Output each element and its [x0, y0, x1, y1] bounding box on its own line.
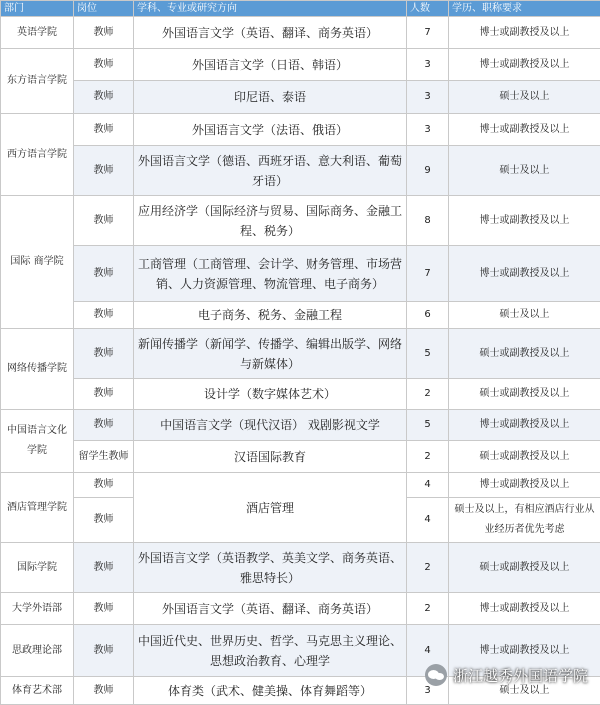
position-cell: 教师: [74, 17, 134, 49]
count-cell: 3: [407, 81, 449, 114]
department-cell: 英语学院: [1, 17, 74, 49]
requirement-cell: 硕士或副教授及以上: [449, 441, 600, 473]
table-row: [1, 146, 600, 196]
requirement-cell: 博士或副教授及以上: [449, 17, 600, 49]
requirement-cell: 博士或副教授及以上: [449, 246, 600, 302]
requirement-cell: 博士或副教授及以上: [449, 196, 600, 246]
position-cell: 教师: [74, 246, 134, 302]
department-cell: 大学外语部: [1, 593, 74, 625]
header-subject: 学科、专业或研究方向: [134, 1, 407, 17]
table-row: [1, 441, 600, 473]
requirement-cell: 博士或副教授及以上: [449, 593, 600, 625]
subject-cell: 体育类（武术、健美操、体育舞蹈等）: [134, 677, 407, 705]
count-cell: 5: [407, 410, 449, 441]
position-cell: 教师: [74, 593, 134, 625]
department-cell: 东方语言学院: [1, 49, 74, 114]
position-cell: 教师: [74, 302, 134, 329]
requirement-cell: 硕士或副教授及以上: [449, 329, 600, 379]
subject-cell: 外国语言文学（法语、俄语）: [134, 114, 407, 146]
position-cell: 教师: [74, 379, 134, 410]
table-row: [1, 302, 600, 329]
table-row: [1, 593, 600, 625]
position-cell: 教师: [74, 49, 134, 81]
department-cell: 西方语言学院: [1, 114, 74, 196]
count-cell: 3: [407, 677, 449, 705]
position-cell: 教师: [74, 473, 134, 498]
requirement-cell: 硕士及以上: [449, 146, 600, 196]
position-cell: 教师: [74, 146, 134, 196]
header-department: 部门: [1, 1, 74, 17]
table-header-row: [1, 1, 600, 17]
requirement-cell: 博士或副教授及以上: [449, 49, 600, 81]
table-row: [1, 379, 600, 410]
subject-cell: 印尼语、泰语: [134, 81, 407, 114]
table-row: [1, 246, 600, 302]
department-cell: 网络传播学院: [1, 329, 74, 410]
subject-cell: 电子商务、税务、金融工程: [134, 302, 407, 329]
count-cell: 7: [407, 246, 449, 302]
count-cell: 2: [407, 593, 449, 625]
header-position: 岗位: [74, 1, 134, 17]
requirement-cell: 硕士及以上: [449, 677, 600, 705]
table-row: [1, 114, 600, 146]
count-cell: 9: [407, 146, 449, 196]
count-cell: 7: [407, 17, 449, 49]
subject-cell: 外国语言文学（英语、翻译、商务英语）: [134, 593, 407, 625]
count-cell: 3: [407, 114, 449, 146]
requirement-cell: 硕士或副教授及以上: [449, 379, 600, 410]
department-cell: 体育艺术部: [1, 677, 74, 705]
count-cell: 5: [407, 329, 449, 379]
count-cell: 2: [407, 379, 449, 410]
subject-cell: 外国语言文学（日语、韩语）: [134, 49, 407, 81]
table-row: [1, 543, 600, 593]
subject-cell: 设计学（数字媒体艺术）: [134, 379, 407, 410]
subject-cell: 外国语言文学（英语、翻译、商务英语）: [134, 17, 407, 49]
position-cell: 教师: [74, 625, 134, 677]
subject-cell: 工商管理（工商管理、会计学、财务管理、市场营销、人力资源管理、物流管理、电子商务）: [134, 246, 407, 302]
department-cell: 国际 商学院: [1, 196, 74, 329]
count-cell: 8: [407, 196, 449, 246]
header-requirement: 学历、职称要求: [449, 1, 600, 17]
subject-cell: 外国语言文学（英语教学、英美文学、商务英语、雅思特长）: [134, 543, 407, 593]
table-row: [1, 49, 600, 81]
requirement-cell: 博士或副教授及以上: [449, 625, 600, 677]
requirement-cell: 硕士或副教授及以上: [449, 543, 600, 593]
department-cell: 中国语言文化学院: [1, 410, 74, 473]
requirement-cell: 博士或副教授及以上: [449, 410, 600, 441]
position-cell: 教师: [74, 410, 134, 441]
subject-cell: 中国近代史、世界历史、哲学、马克思主义理论、思想政治教育、心理学: [134, 625, 407, 677]
table-row: [1, 473, 600, 498]
count-cell: 4: [407, 473, 449, 498]
wechat-icon: [425, 664, 447, 686]
watermark: [425, 664, 588, 686]
position-cell: 教师: [74, 196, 134, 246]
count-cell: 6: [407, 302, 449, 329]
position-cell: 教师: [74, 498, 134, 543]
requirement-cell: 硕士及以上: [449, 302, 600, 329]
subject-cell: 酒店管理: [134, 473, 407, 543]
count-cell: 4: [407, 625, 449, 677]
count-cell: 4: [407, 498, 449, 543]
position-cell: 教师: [74, 81, 134, 114]
table-row: [1, 17, 600, 49]
position-cell: 教师: [74, 543, 134, 593]
subject-cell: 应用经济学（国际经济与贸易、国际商务、金融工程、税务）: [134, 196, 407, 246]
subject-cell: 中国语言文学（现代汉语） 戏剧影视文学: [134, 410, 407, 441]
requirement-cell: 硕士及以上: [449, 81, 600, 114]
table-row: [1, 196, 600, 246]
table-row: [1, 329, 600, 379]
requirement-cell: 博士或副教授及以上: [449, 473, 600, 498]
position-cell: 教师: [74, 329, 134, 379]
table-row: [1, 410, 600, 441]
department-cell: 思政理论部: [1, 625, 74, 677]
count-cell: 2: [407, 543, 449, 593]
subject-cell: 汉语国际教育: [134, 441, 407, 473]
count-cell: 2: [407, 441, 449, 473]
position-cell: 教师: [74, 677, 134, 705]
subject-cell: 外国语言文学（德语、西班牙语、意大利语、葡萄牙语）: [134, 146, 407, 196]
position-cell: 教师: [74, 114, 134, 146]
requirement-cell: 博士或副教授及以上: [449, 114, 600, 146]
count-cell: 3: [407, 49, 449, 81]
department-cell: 酒店管理学院: [1, 473, 74, 543]
subject-cell: 新闻传播学（新闻学、传播学、编辑出版学、网络与新媒体）: [134, 329, 407, 379]
requirement-cell: 硕士及以上，有相应酒店行业从业经历者优先考虑: [449, 498, 600, 543]
department-cell: 国际学院: [1, 543, 74, 593]
position-cell: 留学生教师: [74, 441, 134, 473]
header-count: 人数: [407, 1, 449, 17]
table-row: [1, 81, 600, 114]
watermark-text: 浙江越秀外国语学院: [453, 665, 588, 686]
